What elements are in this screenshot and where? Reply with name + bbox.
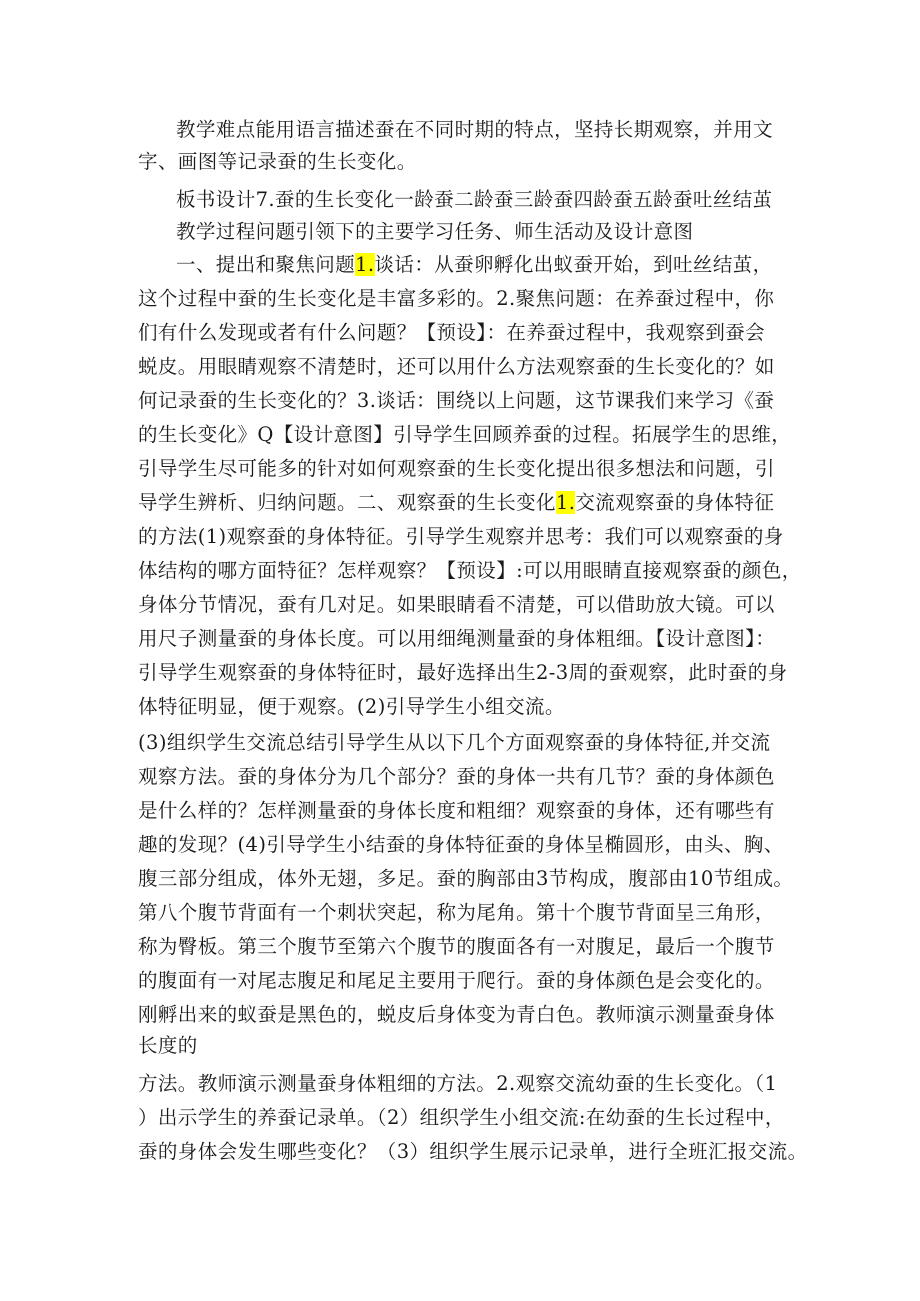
text-line: 蚕的身体会发生哪些变化？（3）组织学生展示记录单，进行全班汇报交流。: [138, 1140, 808, 1163]
text-line: 体特征明显，便于观察。(2)引导学生小组交流。: [138, 695, 565, 718]
text-line: 何记录蚕的生长变化的？3.谈话：围绕以上问题，这节课我们来学习《蚕: [138, 389, 775, 412]
text-line: 刚孵出来的蚁蚕是黑色的，蜕皮后身体变为青白色。教师演示测量蚕身体: [138, 1003, 775, 1026]
text-line: [138, 488, 798, 518]
text-line: 用尺子测量蚕的身体长度。可以用细绳测量蚕的身体粗细。【设计意图】：: [138, 627, 776, 650]
text-line: 方法。教师演示测量蚕身体粗细的方法。2.观察交流幼蚕的生长变化。（1: [138, 1072, 778, 1095]
text-line: 教学难点能用语言描述蚕在不同时期的特点，坚持长期观察，并用文: [176, 118, 774, 141]
text-run: 导学生辨析、归纳问题。二、观察蚕的生长变化: [138, 491, 556, 514]
text-line: 的方法(1)观察蚕的身体特征。引导学生观察并思考：我们可以观察蚕的身: [138, 525, 784, 548]
text-line: 长度的: [138, 1034, 198, 1057]
text-line: 板书设计7.蚕的生长变化一龄蚕二龄蚕三龄蚕四龄蚕五龄蚕吐丝结茧: [176, 188, 773, 211]
section-heading: 一、提出和聚焦问题: [176, 253, 356, 276]
text-line: 字、画图等记录蚕的生长变化。: [138, 150, 417, 173]
text-line: 观察方法。蚕的身体分为几个部分？蚕的身体一共有几节？蚕的身体颜色: [138, 765, 775, 788]
text-line: 腹三部分组成，体外无翅，多足。蚕的胸部由3节构成，腹部由10节组成。: [138, 867, 794, 890]
text-line: 们有什么发现或者有什么问题？【预设】：在养蚕过程中，我观察到蚕会: [138, 321, 766, 344]
highlighted-number: 1.: [555, 491, 576, 514]
text-run: 谈话：从蚕卵孵化出蚁蚕开始，到吐丝结茧，: [374, 253, 773, 276]
text-line: 引导学生观察蚕的身体特征时，最好选择出生2-3周的蚕观察，此时蚕的身: [138, 661, 788, 684]
text-line: 的腹面有一对尾志腹足和尾足主要用于爬行。蚕的身体颜色是会变化的。: [138, 969, 775, 992]
text-line: 称为臀板。第三个腹节至第六个腹节的腹面各有一对腹足，最后一个腹节: [138, 935, 775, 958]
text-line: 教学过程问题引领下的主要学习任务、师生活动及设计意图: [176, 220, 694, 243]
text-line: 是什么样的？怎样测量蚕的身体长度和粗细？观察蚕的身体，还有哪些有: [138, 799, 775, 822]
text-line: [176, 250, 836, 280]
text-line: ）出示学生的养蚕记录单。（2）组织学生小组交流:在幼蚕的生长过程中，: [138, 1106, 785, 1129]
text-line: 引导学生尽可能多的针对如何观察蚕的生长变化提出很多想法和问题，引: [138, 457, 775, 480]
text-line: 身体分节情况，蚕有几对足。如果眼睛看不清楚，可以借助放大镜。可以: [138, 593, 775, 616]
text-run: 交流观察蚕的身体特征: [575, 491, 775, 514]
text-line: (3)组织学生交流总结引导学生从以下几个方面观察蚕的身体特征,并交流: [138, 731, 771, 754]
highlighted-number: 1.: [355, 253, 375, 276]
text-line: 的生长变化》Q【设计意图】引导学生回顾养蚕的过程。拓展学生的思维，: [138, 423, 792, 446]
text-line: 体结构的哪方面特征？怎样观察？【预设】:可以用眼睛直接观察蚕的颜色，: [138, 559, 802, 582]
text-line: 蜕皮。用眼睛观察不清楚时，还可以用什么方法观察蚕的生长变化的？如: [138, 355, 775, 378]
text-line: 这个过程中蚕的生长变化是丰富多彩的。2.聚焦问题：在养蚕过程中，你: [138, 287, 775, 310]
text-line: 第八个腹节背面有一个刺状突起，称为尾角。第十个腹节背面呈三角形，: [138, 901, 775, 924]
text-line: 趣的发现？(4)引导学生小结蚕的身体特征蚕的身体呈椭圆形，由头、胸、: [138, 833, 784, 856]
